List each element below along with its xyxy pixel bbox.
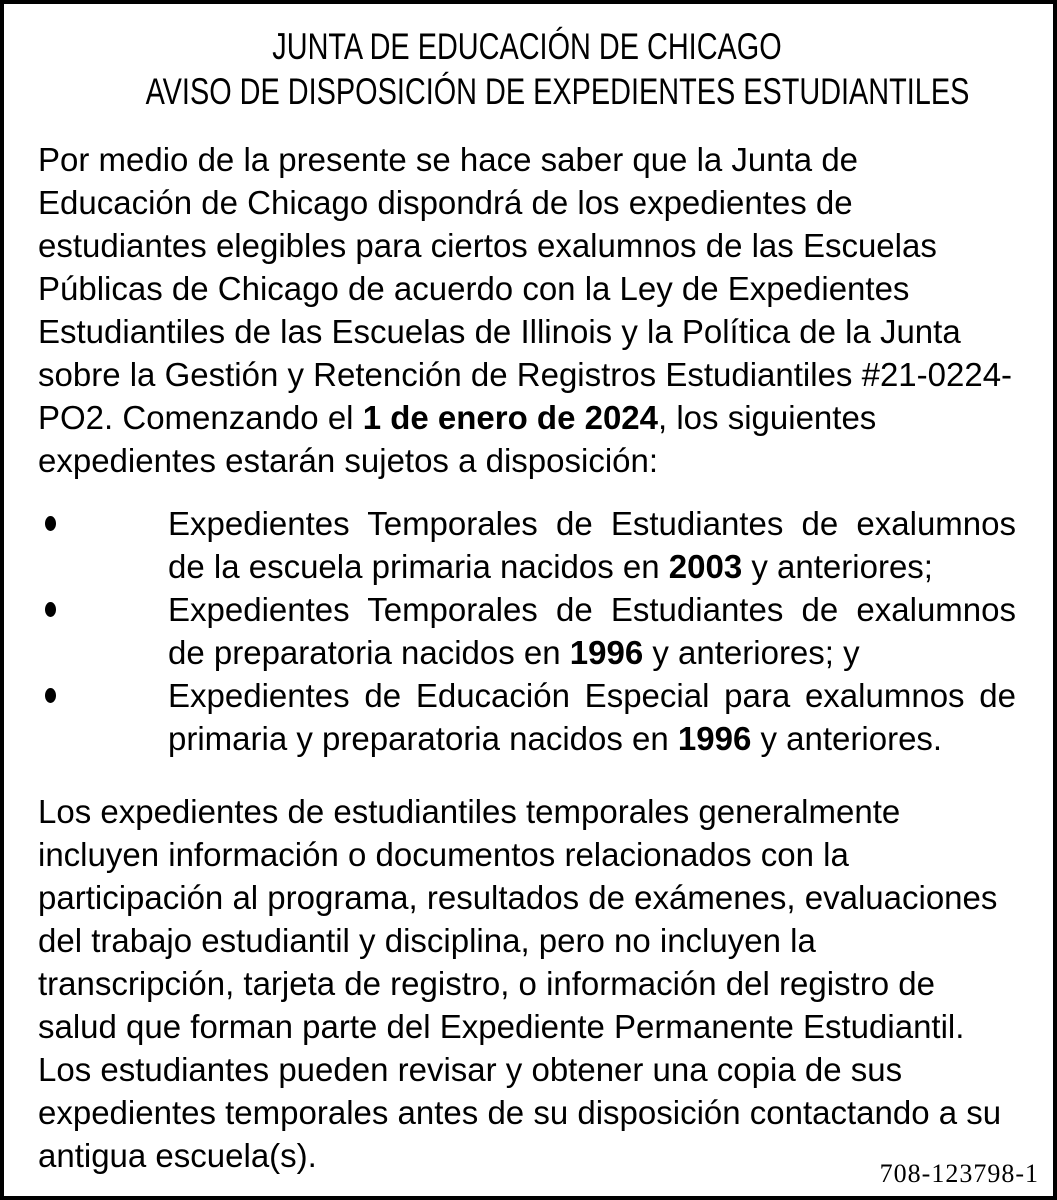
closing-paragraph: Los expedientes de estudiantiles temporales generalmente incluyen información o documentos relacionados con la participación al programa, resultados de exámenes, evaluaciones del trabajo estudiantil y disciplina, pero no incluyen la transcripción, tarjeta de registro, o información del registro de salud que forman parte del Expediente Permanente Estudiantil. Los estudiantes pueden revisar y obtener una copia de sus expedientes temporales antes de su disposición contactando a su antigua escuela(s). (38, 793, 1002, 1174)
notice-title (38, 24, 1016, 114)
title-line-2: AVISO DE DISPOSICIÓN DE EXPEDIENTES ESTUDIANTILES (145, 71, 970, 112)
bullet-icon (45, 688, 56, 703)
notice-content (4, 4, 1053, 1177)
bullet-text-tail: y anteriores. (751, 720, 943, 757)
intro-text-before-date: Por medio de la presente se hace saber que la Junta de Educación de Chicago dispondrá de los expedientes de estudiantes elegibles para ciertos exalumnos de las Escuelas Públicas de Chicago de acuerdo con la Ley de Expedientes Estudiantiles de las Escuelas de Illinois y la Política de la Junta sobre la Gestión y Retención de Registros Estudiantiles #21-0224-PO2. Comenzando el (38, 141, 1013, 436)
list-item-temporary-elementary (38, 502, 1016, 588)
bullet-icon (45, 516, 56, 531)
list-item-special-education (38, 674, 1016, 760)
list-item-temporary-highschool (38, 588, 1016, 674)
birth-year: 2003 (668, 548, 743, 585)
bullet-text: Expedientes Temporales de Estudiantes de exalumnos de preparatoria nacidos en (168, 591, 1016, 671)
intro-text-after-date: , los siguientes expedientes estarán sujetos a disposición: (38, 399, 877, 479)
bullet-text: Expedientes Temporales de Estudiantes de exalumnos de la escuela primaria nacidos en (168, 505, 1016, 585)
notice-id: 708-123798-1 (879, 1159, 1039, 1188)
record-types-list (38, 502, 1016, 760)
disposition-date: 1 de enero de 2024 (362, 399, 659, 436)
bullet-text-tail: y anteriores; (742, 548, 933, 585)
intro-paragraph (38, 138, 1016, 482)
birth-year: 1996 (677, 720, 752, 757)
birth-year: 1996 (569, 634, 644, 671)
bullet-text: Expedientes de Educación Especial para exalumnos de primaria y preparatoria nacidos en (168, 677, 1016, 757)
bullet-text-tail: y anteriores; y (643, 634, 860, 671)
bullet-icon (45, 602, 56, 617)
title-line-1: JUNTA DE EDUCACIÓN DE CHICAGO (272, 26, 782, 67)
